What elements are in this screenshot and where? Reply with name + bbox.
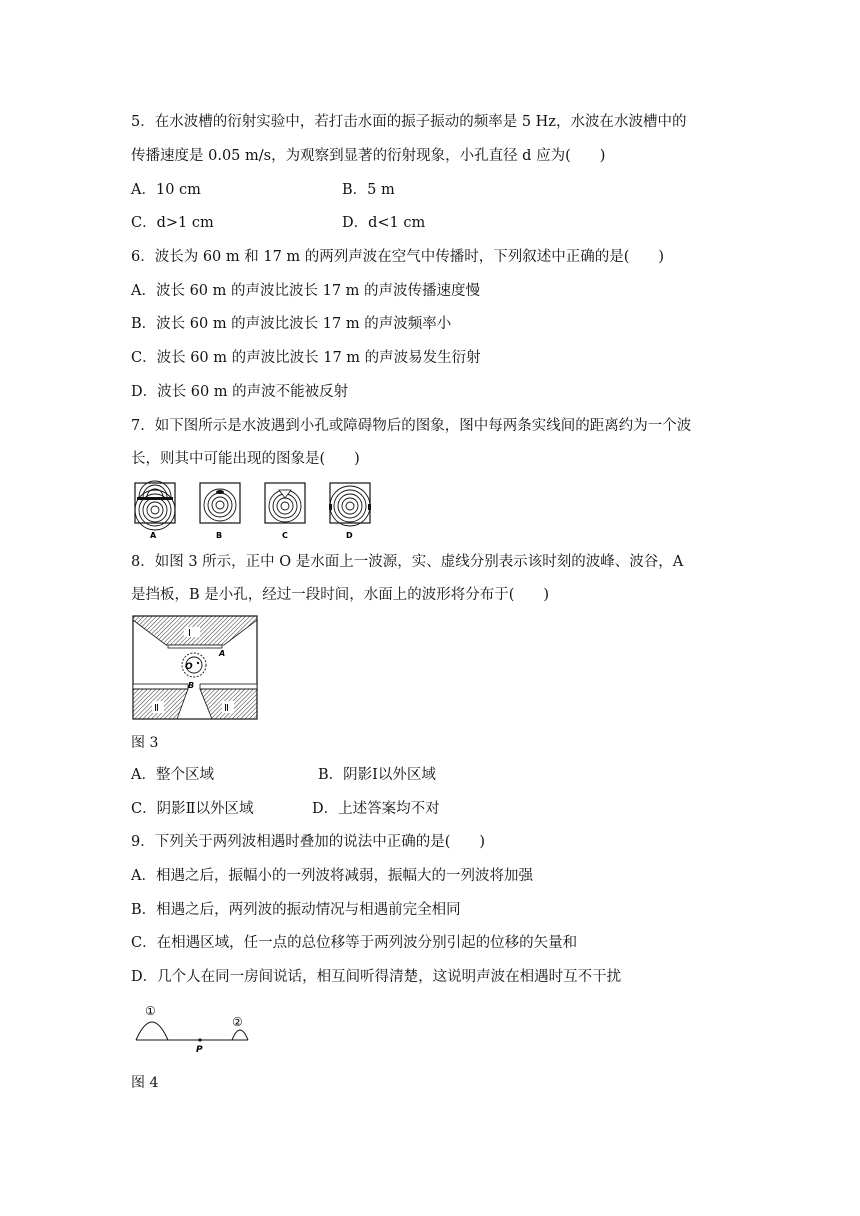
q7-option-a-figure (135, 481, 175, 540)
q7-label-d: D (346, 531, 353, 540)
q8-stem-line1: 8．如图 3 所示，正中 O 是水面上一波源，实、虚线分别表示该时刻的波峰、波谷，A (131, 554, 684, 570)
q8-region-ii-right-label: Ⅱ (224, 703, 229, 714)
q8-option-d: D．上述答案均不对 (312, 801, 440, 817)
q8-option-b: B．阴影Ⅰ以外区域 (318, 767, 436, 783)
q6-option-d: D．波长 60 m 的声波不能被反射 (131, 384, 349, 400)
q9-point-p-label: P (196, 1045, 203, 1055)
q7-option-c-figure (265, 483, 305, 540)
q7-option-b-figure (200, 483, 240, 540)
q8-stem-line2: 是挡板，B 是小孔，经过一段时间，水面上的波形将分布于( ) (131, 587, 550, 603)
q6-option-c: C．波长 60 m 的声波比波长 17 m 的声波易发生衍射 (131, 350, 481, 366)
q9-option-c: C．在相遇区域，任一点的总位移等于两列波分别引起的位移的矢量和 (131, 935, 578, 951)
q9-wave1-label: ① (145, 1004, 156, 1018)
q7-stem-line1: 7．如下图所示是水波遇到小孔或障碍物后的图象，图中每两条实线间的距离约为一个波 (131, 418, 692, 434)
q5-stem-line1: 5．在水波槽的衍射实验中，若打击水面的振子振动的频率是 5 Hz，水波在水波槽中的 (131, 114, 687, 130)
q9-wave2-label: ② (232, 1015, 243, 1029)
q8-source-label-o: O (185, 662, 193, 672)
q9-wave-pulses-figure (132, 1002, 252, 1057)
q8-hole-label-b: B (188, 681, 195, 690)
q8-figure-caption: 图 3 (131, 735, 159, 751)
q5-option-b: B．5 m (342, 182, 395, 198)
q8-region-i-label: Ⅰ (188, 628, 191, 639)
q5-option-a: A．10 cm (131, 182, 201, 198)
q5-stem-line2: 传播速度是 0.05 m/s，为观察到显著的衍射现象，小孔直径 d 应为( ) (131, 148, 606, 164)
q8-option-a: A．整个区域 (131, 767, 214, 783)
q7-stem-line2: 长，则其中可能出现的图象是( ) (131, 451, 360, 467)
q9-figure-caption: 图 4 (131, 1075, 159, 1091)
q7-wave-diffraction-figure (130, 480, 380, 542)
q7-label-c: C (282, 531, 288, 540)
q9-option-a: A．相遇之后，振幅小的一列波将减弱，振幅大的一列波将加强 (131, 868, 533, 884)
q6-option-a: A．波长 60 m 的声波比波长 17 m 的声波传播速度慢 (131, 283, 481, 299)
q8-region-ii-left-label: Ⅱ (154, 703, 159, 714)
q8-baffle-label-a: A (219, 649, 226, 658)
q8-wave-source-figure (132, 615, 258, 721)
q7-label-b: B (216, 531, 223, 540)
q6-stem: 6．波长为 60 m 和 17 m 的两列声波在空气中传播时，下列叙述中正确的是( ) (131, 249, 665, 265)
q8-option-c: C．阴影Ⅱ以外区域 (131, 801, 254, 817)
q9-option-b: B．相遇之后，两列波的振动情况与相遇前完全相同 (131, 902, 461, 918)
q9-stem: 9．下列关于两列波相遇时叠加的说法中正确的是( ) (131, 834, 486, 850)
q9-option-d: D．几个人在同一房间说话，相互间听得清楚，这说明声波在相遇时互不干扰 (131, 969, 622, 985)
q7-label-a: A (150, 531, 157, 540)
q7-option-d-figure (329, 483, 371, 540)
q6-option-b: B．波长 60 m 的声波比波长 17 m 的声波频率小 (131, 316, 452, 332)
q5-option-d: D．d<1 cm (342, 215, 426, 231)
q5-option-c: C．d>1 cm (131, 215, 214, 231)
